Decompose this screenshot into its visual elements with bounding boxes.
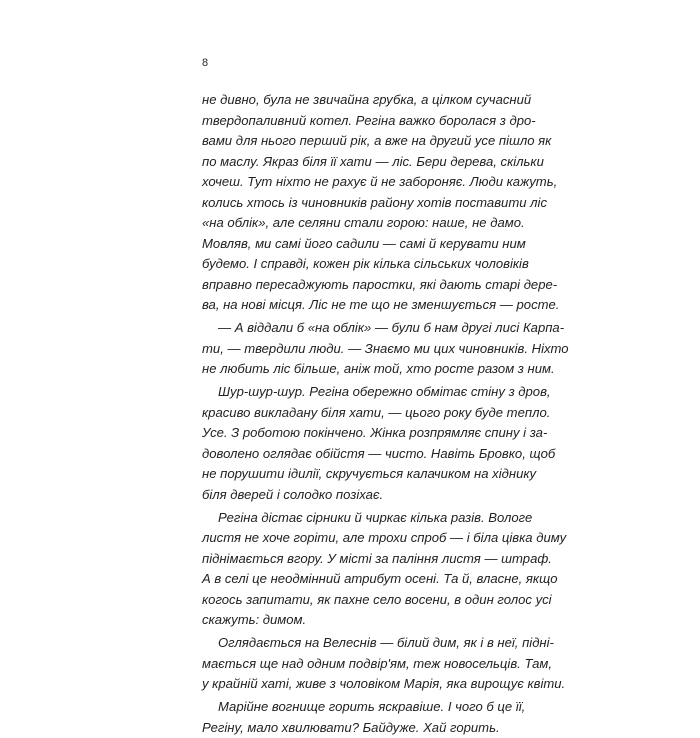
text-line: ва, на нові місця. Ліс не те що не зменшується — росте. <box>202 295 520 316</box>
text-line: будемо. І справді, кожен рік кілька сільських чоловіків <box>202 254 520 275</box>
text-line: Оглядається на Велеснів — білий дим, як і в неї, підні- <box>202 633 520 654</box>
text-line: Регіна дістає сірники й чиркає кілька разів. Вологе <box>202 508 520 529</box>
paragraph <box>202 90 520 316</box>
text-line: скажуть: димом. <box>202 610 520 631</box>
text-line: хочеш. Тут ніхто не рахує й не забороняє. Люди кажуть, <box>202 172 520 193</box>
text-line: Усе. З роботою покінчено. Жінка розпрямляє спину і за- <box>202 423 520 444</box>
text-line: біля дверей і солодко позіхає. <box>202 485 520 506</box>
text-line: А в селі це неодмінний атрибут осені. Та й, власне, якщо <box>202 569 520 590</box>
paragraph <box>202 382 520 505</box>
text-line: Регіну, мало хвилювати? Байдуже. Хай горить. <box>202 718 520 738</box>
page-number: 8 <box>202 57 208 69</box>
text-line: вами для нього перший рік, а вже на другий усе пішло як <box>202 131 520 152</box>
text-line: листя не хоче горіти, але трохи спроб — і біла цівка диму <box>202 528 520 549</box>
text-line: вправно пересаджують паростки, які дають старі дере- <box>202 275 520 296</box>
body-text <box>202 90 520 738</box>
text-line: когось запитати, як пахне село восени, в один голос усі <box>202 590 520 611</box>
text-line: Шур-шур-шур. Регіна обережно обмітає стіну з дров, <box>202 382 520 403</box>
text-line: не порушити ідилії, скручується калачиком на хіднику <box>202 464 520 485</box>
paragraph <box>202 508 520 631</box>
text-line: — А віддали б «на облік» — були б нам другі лисі Карпа- <box>202 318 520 339</box>
paragraph <box>202 697 520 738</box>
paragraph <box>202 633 520 695</box>
text-line: твердопаливний котел. Регіна важко боролася з дро- <box>202 111 520 132</box>
text-line: Мовляв, ми самі його садили — самі й керувати ним <box>202 234 520 255</box>
text-line: «на облік», але селяни стали горою: наше, не дамо. <box>202 213 520 234</box>
text-line: піднімається вгору. У місті за паління листя — штраф. <box>202 549 520 570</box>
text-line: красиво викладану біля хати, — цього року буде тепло. <box>202 403 520 424</box>
text-line: колись хтось із чиновників району хотів поставити ліс <box>202 193 520 214</box>
text-line: по маслу. Якраз біля її хати — ліс. Бери дерева, скільки <box>202 152 520 173</box>
text-line: ти, — твердили люди. — Знаємо ми цих чиновників. Ніхто <box>202 339 520 360</box>
text-line: не любить ліс більше, аніж той, хто росте разом з ним. <box>202 359 520 380</box>
text-line: у крайній хаті, живе з чоловіком Марія, яка вирощує квіти. <box>202 674 520 695</box>
text-line: не дивно, була не звичайна грубка, а цілком сучасний <box>202 90 520 111</box>
text-line: Марійне вогнище горить яскравіше. І чого б це її, <box>202 697 520 718</box>
text-line: мається ще над одним подвір'ям, теж новосельців. Там, <box>202 654 520 675</box>
paragraph <box>202 318 520 380</box>
text-line: доволено оглядає обійстя — чисто. Навіть Бровко, щоб <box>202 444 520 465</box>
